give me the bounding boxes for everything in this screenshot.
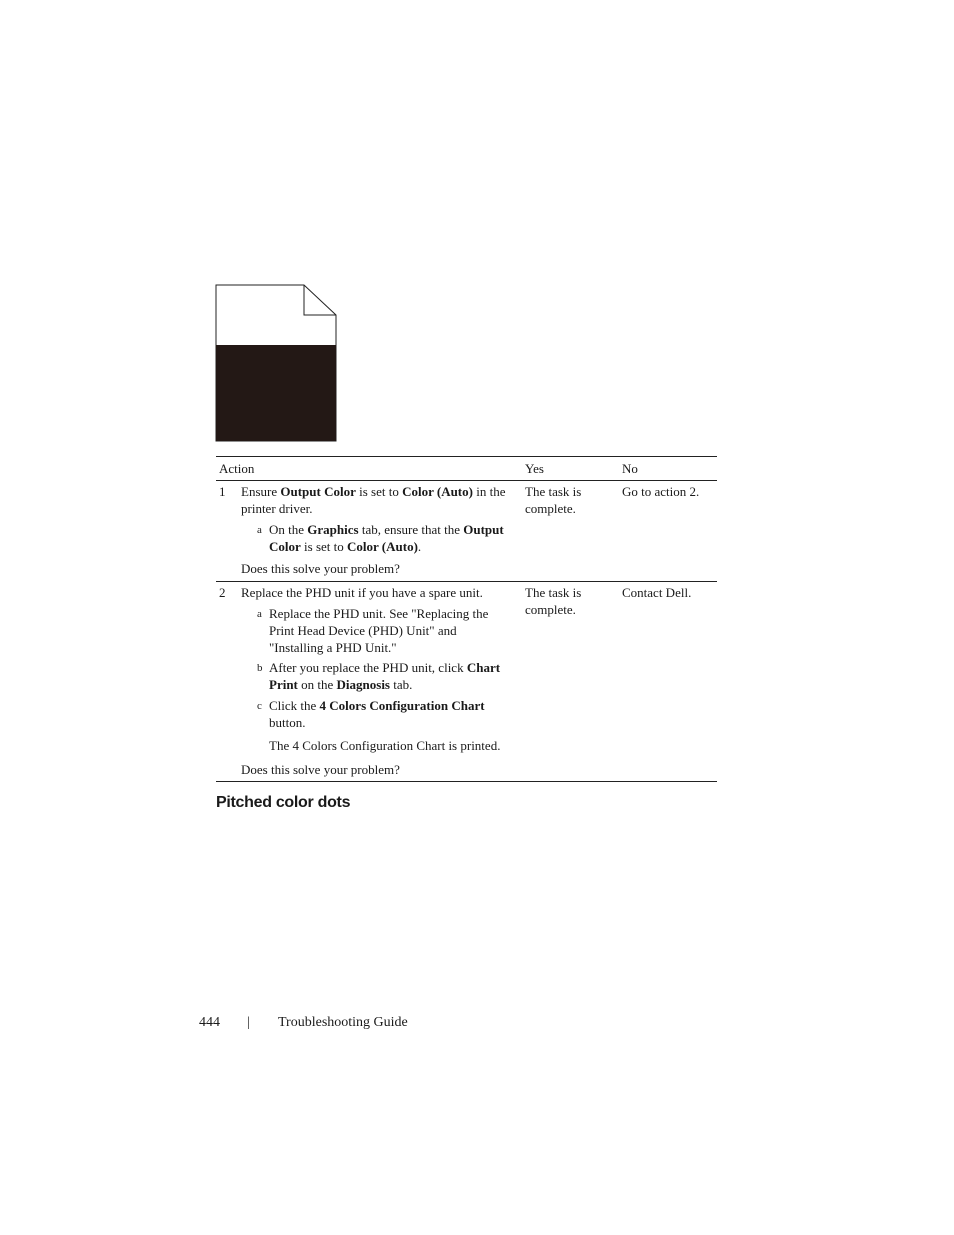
step-note: The 4 Colors Configuration Chart is printed. xyxy=(269,738,501,753)
yes-result: The task is complete. xyxy=(525,585,582,617)
action-text: Replace the PHD unit if you have a spare unit. xyxy=(241,585,483,600)
print-defect-illustration xyxy=(215,284,337,442)
question-text: Does this solve your problem? xyxy=(241,561,400,576)
footer-separator: | xyxy=(247,1015,250,1030)
question-text: Does this solve your problem? xyxy=(241,762,400,777)
table-row xyxy=(216,480,717,581)
action-number: 2 xyxy=(219,585,226,600)
step-item: c Click the 4 Colors Configuration Chart button. xyxy=(257,698,485,730)
header-yes: Yes xyxy=(525,461,544,476)
action-text: Ensure Output Color is set to Color (Auto) in the printer driver. xyxy=(241,484,506,516)
table-header-row xyxy=(216,457,717,480)
header-no: No xyxy=(622,461,638,476)
no-result: Go to action 2. xyxy=(622,484,700,499)
table-row xyxy=(216,581,717,781)
no-result: Contact Dell. xyxy=(622,585,692,600)
section-heading: Pitched color dots xyxy=(216,794,351,811)
yes-result: The task is complete. xyxy=(525,484,582,516)
step-item: a Replace the PHD unit. See "Replacing the Print Head Device (PHD) Unit" and "Installing a PHD Unit." xyxy=(257,606,489,655)
action-number: 1 xyxy=(219,484,226,499)
step-item: a On the Graphics tab, ensure that the Output Color is set to Color (Auto). xyxy=(257,522,504,554)
step-item: b After you replace the PHD unit, click Chart Print on the Diagnosis tab. xyxy=(257,660,501,692)
header-action: Action xyxy=(219,461,255,476)
footer-title: Troubleshooting Guide xyxy=(278,1015,408,1030)
page-number: 444 xyxy=(199,1015,220,1030)
dark-print-area xyxy=(216,345,336,441)
troubleshooting-table xyxy=(216,456,717,782)
